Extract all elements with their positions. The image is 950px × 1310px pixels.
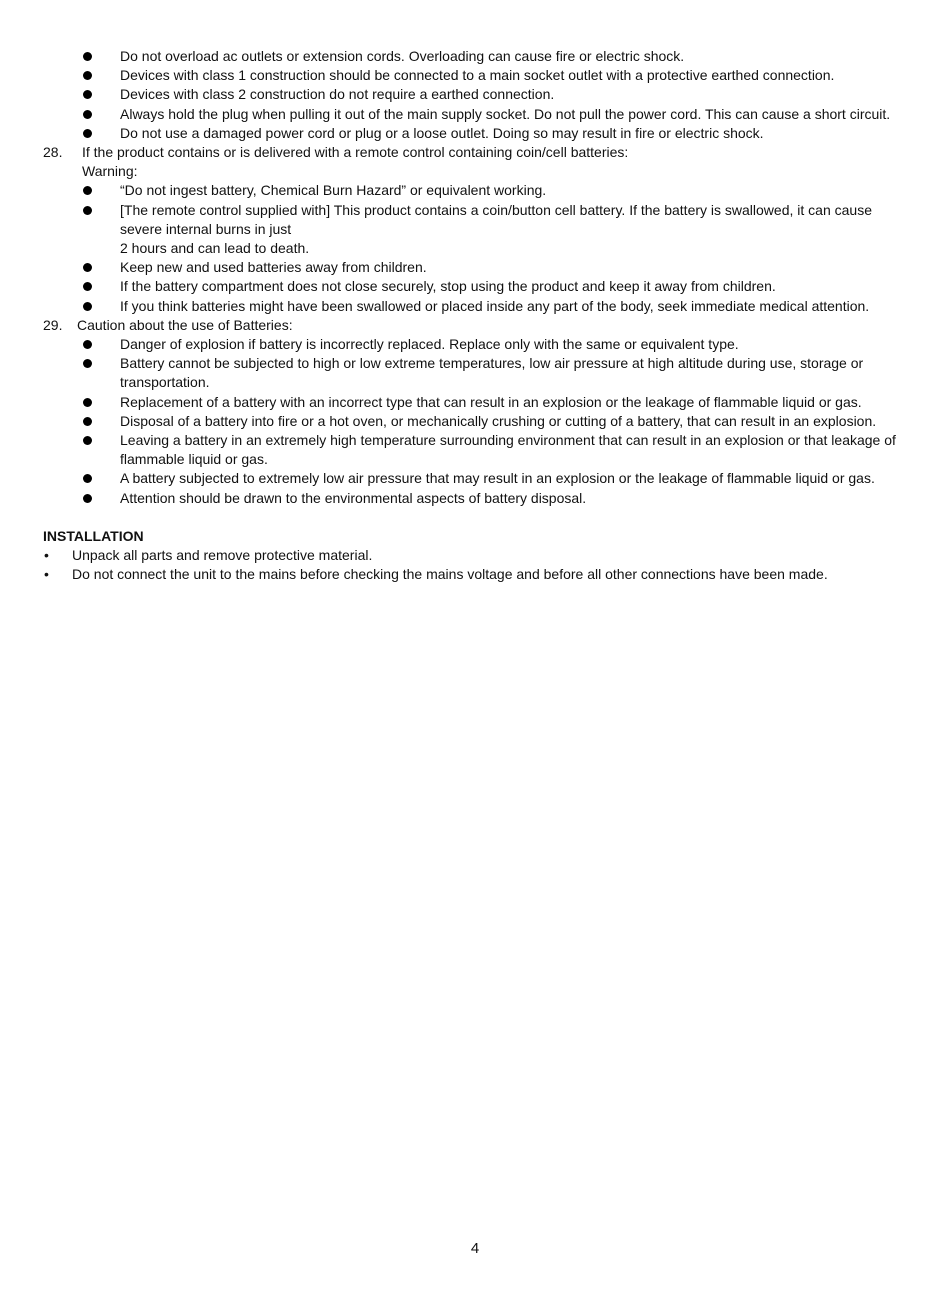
bullet-dot-icon xyxy=(83,417,92,426)
list-item: Leaving a battery in an extremely high temperature surrounding environment that can result in an explosion or that leakage of flammable liquid or gas. xyxy=(0,431,950,469)
bullet-dot-icon xyxy=(83,110,92,119)
list-item: A battery subjected to extremely low air pressure that may result in an explosion or the leakage of flammable liquid or gas. xyxy=(0,469,950,488)
item29-bullet-list xyxy=(0,335,950,508)
bullet-icon: • xyxy=(44,566,49,583)
bullet-icon: • xyxy=(44,547,49,564)
bullet-dot-icon xyxy=(83,340,92,349)
bullet-dot-icon xyxy=(83,71,92,80)
list-item: [The remote control supplied with] This product contains a coin/button cell battery. If the battery is swallowed, it can cause severe internal burns in just 2 hours and can lead to death. xyxy=(0,201,950,259)
list-item: • Do not connect the unit to the mains before checking the mains voltage and before all other connections have been made. xyxy=(0,565,950,584)
intro-bullet-list xyxy=(0,47,950,143)
bullet-dot-icon xyxy=(83,129,92,138)
list-item: Devices with class 2 construction do not require a earthed connection. xyxy=(0,85,950,104)
list-item: “Do not ingest battery, Chemical Burn Hazard” or equivalent working. xyxy=(0,181,950,200)
item-number: 28. xyxy=(43,144,63,161)
warning-label: Warning: xyxy=(82,163,138,180)
document-page xyxy=(0,47,950,584)
bullet-dot-icon xyxy=(83,359,92,368)
item28-bullet-list xyxy=(0,181,950,315)
list-item: Replacement of a battery with an incorrect type that can result in an explosion or the leakage of flammable liquid or gas. xyxy=(0,393,950,412)
bullet-dot-icon xyxy=(83,436,92,445)
list-item: If you think batteries might have been swallowed or placed inside any part of the body, seek immediate medical attention. xyxy=(0,297,950,316)
list-item: Keep new and used batteries away from children. xyxy=(0,258,950,277)
list-item: Attention should be drawn to the environmental aspects of battery disposal. xyxy=(0,489,950,508)
bullet-dot-icon xyxy=(83,186,92,195)
page-number: 4 xyxy=(470,1240,480,1257)
bullet-dot-icon xyxy=(83,398,92,407)
item-number: 29. xyxy=(43,316,63,333)
bullet-dot-icon xyxy=(83,282,92,291)
list-item: Do not overload ac outlets or extension cords. Overloading can cause fire or electric shock. xyxy=(0,47,950,66)
numbered-item-28 xyxy=(0,143,950,162)
numbered-item-29 xyxy=(0,316,950,335)
item-text: If the product contains or is delivered with a remote control containing coin/cell batteries: xyxy=(82,144,629,161)
list-item: Always hold the plug when pulling it out of the main supply socket. Do not pull the power cord. This can cause a short circuit. xyxy=(0,105,950,124)
list-item: Devices with class 1 construction should be connected to a main socket outlet with a protective earthed connection. xyxy=(0,66,950,85)
bullet-dot-icon xyxy=(83,494,92,503)
bullet-continuation: 2 hours and can lead to death. xyxy=(120,240,310,257)
bullet-dot-icon xyxy=(83,90,92,99)
list-item: Do not use a damaged power cord or plug or a loose outlet. Doing so may result in fire or electric shock. xyxy=(0,124,950,143)
list-item: Danger of explosion if battery is incorrectly replaced. Replace only with the same or equivalent type. xyxy=(0,335,950,354)
list-item: Disposal of a battery into fire or a hot oven, or mechanically crushing or cutting of a battery, that can result in an explosion. xyxy=(0,412,950,431)
bullet-dot-icon xyxy=(83,302,92,311)
list-item: If the battery compartment does not close securely, stop using the product and keep it away from children. xyxy=(0,277,950,296)
bullet-dot-icon xyxy=(83,474,92,483)
bullet-dot-icon xyxy=(83,263,92,272)
bullet-dot-icon xyxy=(83,206,92,215)
installation-heading: INSTALLATION xyxy=(43,527,144,544)
item-text: Caution about the use of Batteries: xyxy=(77,316,293,333)
list-item: • Unpack all parts and remove protective material. xyxy=(0,546,950,565)
list-item: Battery cannot be subjected to high or low extreme temperatures, low air pressure at high altitude during use, storage or transportation. xyxy=(0,354,950,392)
bullet-dot-icon xyxy=(83,52,92,61)
